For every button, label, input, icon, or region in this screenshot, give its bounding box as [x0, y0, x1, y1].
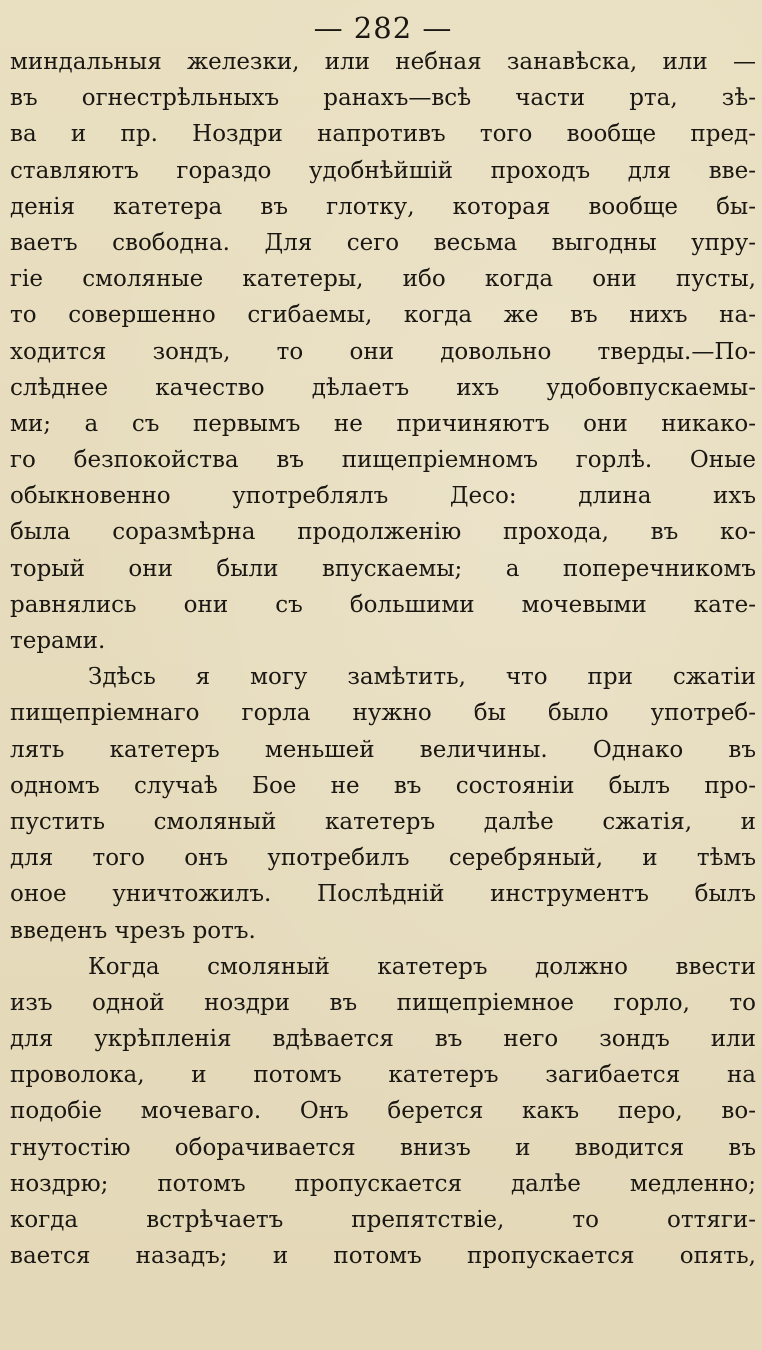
text-line: одномъ случаѣ Бое не въ состояніи былъ про- — [10, 772, 756, 799]
text-line: оное уничтожилъ. Послѣдній инструментъ былъ — [10, 881, 756, 908]
text-line: пустить смоляный катетеръ далѣе сжатія, и — [10, 808, 756, 835]
text-line: была соразмѣрна продолженію прохода, въ ко- — [10, 519, 756, 546]
text-line: равнялись они съ большими мочевыми кате- — [10, 591, 756, 618]
text-line: проволока, и потомъ катетеръ загибается на — [10, 1062, 756, 1089]
text-line: ходится зондъ, то они довольно тверды.—По- — [10, 338, 756, 365]
text-line: обыкновенно употреблялъ Десо: длина ихъ — [10, 483, 756, 510]
text-line: гнутостію оборачивается внизъ и вводится въ — [10, 1134, 756, 1161]
text-line: изъ одной ноздри въ пищепріемное горло, то — [10, 989, 756, 1016]
text-line: когда встрѣчаетъ препятствіе, то оттяги- — [10, 1207, 756, 1233]
text-line: Когда смоляный катетеръ должно ввести — [88, 953, 756, 980]
text-line: для того онъ употребилъ серебряный, и тѣмъ — [10, 845, 756, 872]
text-line: ставляютъ гораздо удобнѣйшій проходъ для вве- — [10, 157, 756, 184]
text-line: ваетъ свободна. Для сего весьма выгодны упру- — [10, 229, 756, 256]
text-line: миндальныя железки, или небная занавѣска, или — — [10, 49, 756, 75]
text-line: ва и пр. Ноздри напротивъ того вообще пред- — [10, 121, 756, 148]
text-line: денія катетера въ глотку, которая вообще бы- — [10, 193, 756, 220]
text-line: ми; а съ первымъ не причиняютъ они никако- — [10, 410, 756, 437]
page-number: — 282 — — [313, 11, 453, 45]
text-line: го безпокойства въ пищепріемномъ горлѣ. Оныe — [10, 447, 756, 474]
text-line: пищепріемнаго горла нужно бы было употреб- — [10, 700, 756, 727]
text-line: вается назадъ; и потомъ пропускается опять, — [10, 1243, 756, 1270]
text-line: подобіе мочеваго. Онъ берется какъ перо, во- — [10, 1098, 756, 1125]
text-line: гіе смоляные катетеры, ибо когда они пусты, — [10, 266, 756, 293]
text-line: для укрѣпленія вдѣвается въ него зондъ или — [10, 1026, 756, 1053]
page-body-text — [10, 44, 756, 1274]
text-line: лять катетеръ меньшей величины. Однако въ — [10, 736, 756, 763]
text-line: ноздрю; потомъ пропускается далѣе медленно; — [10, 1170, 756, 1197]
text-line: терами. — [10, 628, 106, 654]
text-line: то совершенно сгибаемы, когда же въ нихъ на- — [10, 302, 756, 329]
text-line: слѣднее качество дѣлаетъ ихъ удобовпускаемы- — [10, 374, 756, 401]
text-line: Здѣсь я могу замѣтить, что при сжатіи — [88, 664, 756, 691]
text-line: введенъ чрезъ ротъ. — [10, 917, 256, 944]
text-line: торый они были впускаемы; а поперечникомъ — [10, 555, 756, 582]
text-line: въ огнестрѣльныхъ ранахъ—всѣ части рта, зѣ- — [10, 85, 756, 112]
